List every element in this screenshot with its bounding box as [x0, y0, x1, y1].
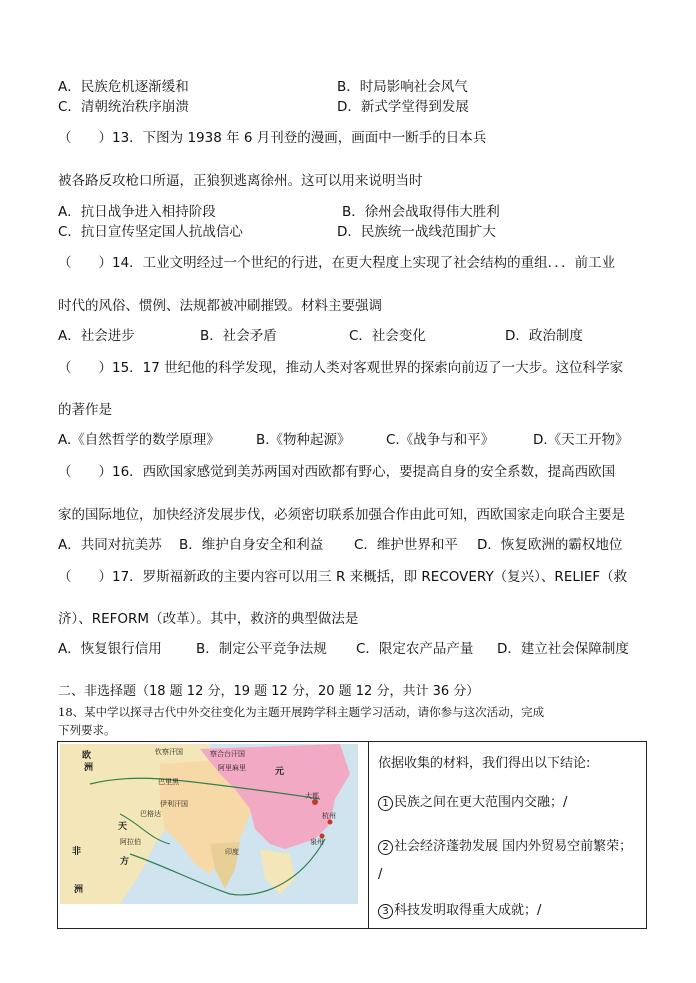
map-label-14: 非 — [72, 847, 82, 857]
conclusion-item-2-cont: / — [378, 867, 383, 882]
q17-option-c: C．限定农产品产量 — [356, 641, 474, 657]
q17-option-a: A．恢复银行信用 — [58, 641, 162, 657]
conclusion-item-3-text: 科技发明取得重大成就；/ — [394, 903, 542, 918]
q16-option-c: C．维护世界和平 — [354, 537, 458, 553]
map-label-5: 巴里黑 — [158, 778, 179, 786]
q12-option-b: B．时局影响社会风气 — [337, 79, 468, 95]
q15-option-a: A.《自然哲学的数学原理》 — [58, 432, 220, 448]
conclusion-item-1-text: 民族之间在更大范围内交融；/ — [394, 795, 568, 810]
number-circle-1: 1 — [378, 796, 393, 811]
map-label-2: 钦察汗国 — [155, 748, 183, 756]
number-circle-2: 2 — [378, 840, 393, 855]
map-label-6: 元 — [275, 767, 285, 777]
map-city-hangzhou — [328, 820, 333, 825]
q17-option-b: B．制定公平竞争法规 — [196, 641, 327, 657]
q17-stem-line1: （ ）17．罗斯福新政的主要内容可以用三 R 来概括，即 RECOVERY（复兴）、RELIEF（救 — [58, 569, 628, 585]
q16-option-b: B．维护自身安全和利益 — [179, 537, 324, 553]
q14-stem-line1: （ ）14．工业文明经过一个世纪的行进，在更大程度上实现了社会结构的重组．．．前工业 — [58, 255, 616, 271]
map-label-12: 泉州 — [310, 838, 324, 846]
map-label-11: 大都 — [305, 792, 319, 800]
q14-option-d: D．政治制度 — [505, 328, 583, 344]
q13-stem-line1: （ ）13．下图为 1938 年 6 月刊登的漫画，画面中一断手的日本兵 — [58, 130, 487, 146]
q15-option-d: D.《天工开物》 — [533, 432, 629, 448]
conclusion-item-1 — [378, 794, 643, 812]
q15-stem-line1: （ ）15．17 世纪他的科学发现，推动人类对客观世界的探索向前迈了一大步。这位科学家 — [58, 360, 624, 376]
q14-stem-line2: 时代的风俗、惯例、法规都被冲刷摧毁。材料主要强调 — [58, 298, 382, 314]
yuan-dynasty-map — [60, 744, 358, 904]
map-label-8: 天 — [118, 822, 128, 832]
q13-option-d: D．民族统一战线范围扩大 — [337, 224, 496, 240]
map-label-13: 杭州 — [322, 812, 336, 820]
section2-heading: 二、非选择题（18 题 12 分，19 题 12 分，20 题 12 分，共计 36 分） — [58, 684, 480, 699]
q14-option-a: A．社会进步 — [58, 328, 135, 344]
map-label-9: 方 — [120, 857, 130, 867]
q13-option-c: C．抗日宣传坚定国人抗战信心 — [58, 224, 243, 240]
q15-option-b: B.《物种起源》 — [256, 432, 351, 448]
q16-option-a: A．共同对抗美苏 — [58, 537, 162, 553]
q14-option-c: C．社会变化 — [349, 328, 426, 344]
q13-option-a: A．抗日战争进入相持阶段 — [58, 204, 216, 220]
conclusion-intro: 依据收集的材料，我们得出以下结论: — [378, 756, 591, 771]
q18-table — [57, 741, 647, 929]
q15-stem-line2: 的著作是 — [58, 402, 112, 418]
q17-option-d: D．建立社会保障制度 — [497, 641, 629, 657]
q16-stem-line2: 家的国际地位，加快经济发展步伐，必须密切联系加强合作由此可知，西欧国家走向联合主要是 — [58, 507, 625, 523]
map-label-16: 阿拉伯 — [120, 838, 141, 846]
q16-stem-line1: （ ）16．西欧国家感觉到美苏两国对西欧都有野心，要提高自身的安全系数，提高西欧国 — [58, 464, 616, 480]
map-label-4: 阿里麻里 — [218, 764, 246, 772]
q13-option-b: B．徐州会战取得伟大胜利 — [342, 204, 500, 220]
q12-option-a: A．民族危机逐渐缓和 — [58, 79, 189, 95]
map-label-15: 洲 — [74, 885, 84, 895]
q18-stem-line1: 18、某中学以探寻古代中外交往变化为主题开展跨学科主题学习活动，请你参与这次活动，完成 — [58, 705, 545, 719]
map-label-10: 印度 — [225, 848, 239, 856]
q12-option-d: D．新式学堂得到发展 — [337, 99, 469, 115]
q12-option-c: C．清朝统治秩序崩溃 — [58, 99, 189, 115]
q17-stem-line2: 济）、REFORM（改革）。其中，救济的典型做法是 — [58, 611, 359, 627]
conclusion-item-2-text: 社会经济蓬勃发展 国内外贸易空前繁荣； — [394, 839, 633, 854]
conclusion-item-2 — [378, 838, 643, 856]
conclusion-item-3 — [378, 902, 643, 920]
q14-option-b: B．社会矛盾 — [200, 328, 277, 344]
table-divider — [368, 742, 369, 928]
map-label-17: 巴格达 — [140, 810, 161, 818]
map-label-1: 洲 — [84, 763, 94, 773]
map-label-7: 伊利汗国 — [160, 800, 188, 808]
map-label-0: 欧 — [82, 751, 92, 761]
map-label-3: 察合台汗国 — [210, 750, 245, 758]
map-graphic — [60, 744, 358, 904]
q13-stem-line2: 被各路反攻枪口所逼，正狼狈逃离徐州。这可以用来说明当时 — [58, 173, 423, 189]
number-circle-3: 3 — [378, 904, 393, 919]
q18-stem-line2: 下列要求。 — [58, 723, 116, 737]
q16-option-d: D．恢复欧洲的霸权地位 — [477, 537, 623, 553]
q15-option-c: C.《战争与和平》 — [386, 432, 495, 448]
